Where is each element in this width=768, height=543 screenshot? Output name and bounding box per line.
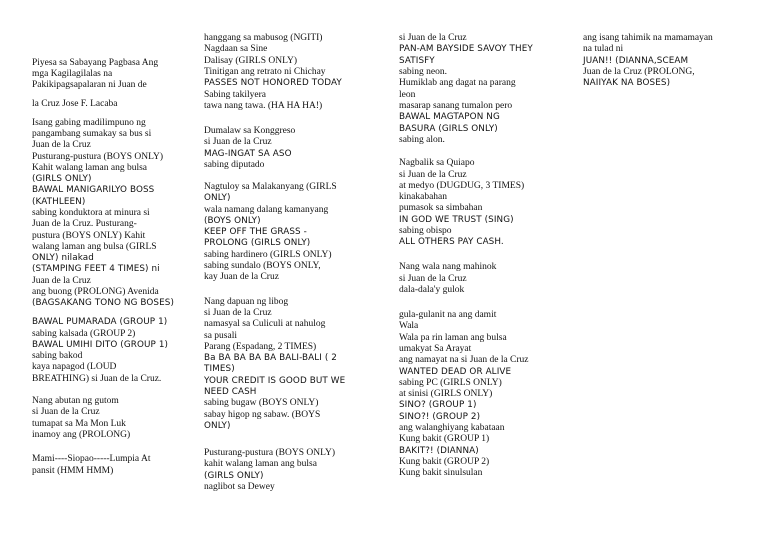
text-line: Mami----Siopao-----Lumpia At	[32, 454, 151, 464]
text-line: BASURA (GIRLS ONLY)	[399, 124, 498, 134]
text-line: leon	[399, 90, 416, 100]
text-line: Juan de la Cruz	[32, 140, 91, 150]
text-line: SATISFY	[399, 56, 435, 66]
text-line: JUAN!! (DIANNA,SCEAM	[583, 56, 689, 66]
text-line: sabing alon.	[399, 135, 445, 145]
text-line: pangambang sumakay sa bus si	[32, 129, 152, 139]
text-line: Juan de la Cruz	[32, 276, 91, 286]
text-line: Tinitigan ang retrato ni Chichay	[204, 67, 326, 77]
text-line: sa pusali	[204, 331, 237, 341]
text-line: ang namayat na si Juan de la Cruz	[399, 355, 529, 365]
text-line: ang buong (PROLONG) Avenida	[32, 287, 159, 297]
text-line: kay Juan de la Cruz	[204, 272, 279, 282]
text-line: sabing neon.	[399, 67, 448, 77]
text-line: BAWAL MAGTAPON NG	[399, 112, 500, 122]
text-line: Nang abutan ng gutom	[32, 396, 119, 406]
text-line: na tulad ni	[583, 44, 624, 54]
text-line: Pusturang-pustura (BOYS ONLY)	[204, 448, 335, 458]
text-line: SINO?! (GROUP 2)	[399, 412, 481, 422]
text-line: ONLY)	[204, 193, 231, 203]
text-line: inamoy ang (PROLONG)	[32, 430, 131, 440]
text-line: TIMES)	[204, 364, 235, 374]
text-line: masarap sanang tumalon pero	[399, 101, 513, 111]
text-line: mga Kagilagilalas na	[32, 69, 113, 79]
text-line: ONLY)	[204, 421, 231, 431]
text-line: Pakikipagsapalaran ni Juan de	[32, 80, 147, 90]
text-line: walang laman ang bulsa (GIRLS	[32, 242, 157, 252]
text-line: PASSES NOT HONORED TODAY	[204, 78, 342, 88]
text-line: sabing sundalo (BOYS ONLY,	[204, 261, 321, 271]
text-line: sabing konduktora at minura si	[32, 208, 150, 218]
text-line: Ba BA BA BA BA BALI-BALI ( 2	[204, 353, 337, 363]
text-line: IN GOD WE TRUST (SING)	[399, 215, 514, 225]
text-line: Kung bakit sinulsulan	[399, 468, 483, 478]
text-line: sabay higop ng sabaw. (BOYS	[204, 410, 321, 420]
text-line: Isang gabing madilimpuno ng	[32, 118, 146, 128]
text-line: Nang dapuan ng libog	[204, 297, 289, 307]
text-line: Nagdaan sa Sine	[204, 44, 268, 54]
text-line: NEED CASH	[204, 387, 257, 397]
text-line: pansit (HMM HMM)	[32, 466, 114, 476]
text-line: si Juan de la Cruz	[204, 137, 272, 147]
text-line: ALL OTHERS PAY CASH.	[399, 237, 504, 247]
text-line: BAWAL PUMARADA (GROUP 1)	[32, 317, 168, 327]
text-line: gula-gulanit na ang damit	[399, 310, 497, 320]
text-line: pumasok sa simbahan	[399, 203, 483, 213]
text-line: Juan de la Cruz. Pusturang-	[32, 219, 137, 229]
text-line: dala-dala'y gulok	[399, 285, 465, 295]
text-line: si Juan de la Cruz	[32, 407, 100, 417]
text-line: NAIIYAK NA BOSES)	[583, 78, 671, 88]
text-line: sabing hardinero (GIRLS ONLY)	[204, 250, 332, 260]
text-line: si Juan de la Cruz	[399, 33, 467, 43]
text-line: (STAMPING FEET 4 TIMES) ni	[32, 264, 160, 274]
text-line: Nagtuloy sa Malakanyang (GIRLS	[204, 182, 337, 192]
text-line: sabing bakod	[32, 351, 83, 361]
text-line: ONLY) nilakad	[32, 253, 94, 263]
text-line: Parang (Espadang, 2 TIMES)	[204, 342, 317, 352]
text-line: at sinisi (GIRLS ONLY)	[399, 389, 493, 399]
text-line: namasyal sa Culiculi at nahulog	[204, 319, 326, 329]
text-line: sabing PC (GIRLS ONLY)	[399, 378, 502, 388]
text-line: naglibot sa Dewey	[204, 482, 275, 492]
text-line: la Cruz Jose F. Lacaba	[32, 99, 118, 109]
text-line: si Juan de la Cruz	[399, 170, 467, 180]
text-line: Kung bakit (GROUP 2)	[399, 457, 490, 467]
text-line: at medyo (DUGDUG, 3 TIMES)	[399, 181, 525, 191]
text-line: SINO? (GROUP 1)	[399, 400, 477, 410]
text-line: Dalisay (GIRLS ONLY)	[204, 56, 297, 66]
text-line: kahit walang laman ang bulsa	[204, 459, 317, 469]
text-line: Nang wala nang mahinok	[399, 262, 497, 272]
text-line: BAWAL UMIHI DITO (GROUP 1)	[32, 340, 169, 350]
text-line: Humiklab ang dagat na parang	[399, 78, 516, 88]
text-line: (GIRLS ONLY)	[32, 174, 92, 184]
text-line: WANTED DEAD OR ALIVE	[399, 367, 512, 377]
text-line: Dumalaw sa Konggreso	[204, 126, 296, 136]
text-line: PROLONG (GIRLS ONLY)	[204, 238, 311, 248]
text-line: Wala pa rin laman ang bulsa	[399, 333, 507, 343]
text-line: Piyesa sa Sabayang Pagbasa Ang	[32, 58, 159, 68]
text-line: (KATHLEEN)	[32, 197, 86, 207]
text-line: KEEP OFF THE GRASS -	[204, 227, 307, 237]
text-line: (GIRLS ONLY)	[204, 471, 264, 481]
text-line: umakyat Sa Arayat	[399, 344, 472, 354]
text-line: Wala	[399, 321, 419, 331]
text-line: (BAGSAKANG TONO NG BOSES)	[32, 298, 174, 308]
text-line: sabing obispo	[399, 226, 452, 236]
text-line: ang walanghiyang kabataan	[399, 423, 505, 433]
text-line: tawa nang tawa. (HA HA HA!)	[204, 101, 323, 111]
text-line: wala namang dalang kamanyang	[204, 205, 329, 215]
text-line: hanggang sa mabusog (NGITI)	[204, 33, 323, 43]
text-line: Juan de la Cruz (PROLONG,	[583, 67, 695, 77]
text-line: tumapat sa Ma Mon Luk	[32, 419, 126, 429]
text-line: Kung bakit (GROUP 1)	[399, 434, 490, 444]
text-line: si Juan de la Cruz	[204, 308, 272, 318]
text-line: BAKIT?! (DIANNA)	[399, 446, 479, 456]
text-line: kaya napagod (LOUD	[32, 362, 117, 372]
text-line: ang isang tahimik na mamamayan	[583, 33, 713, 43]
text-line: sabing bugaw (BOYS ONLY)	[204, 398, 319, 408]
text-line: kinakabahan	[399, 192, 448, 202]
text-line: Pusturang-pustura (BOYS ONLY)	[32, 152, 163, 162]
text-line: sabing kalsada (GROUP 2)	[32, 329, 136, 339]
text-line: MAG-INGAT SA ASO	[204, 149, 292, 159]
text-line: PAN-AM BAYSIDE SAVOY THEY	[399, 44, 533, 54]
text-line: Kahit walang laman ang bulsa	[32, 163, 148, 173]
text-line: BREATHING) si Juan de la Cruz.	[32, 374, 162, 384]
text-line: sabing diputado	[204, 160, 265, 170]
text-line: Nagbalik sa Quiapo	[399, 158, 475, 168]
text-line: pustura (BOYS ONLY) Kahit	[32, 231, 146, 241]
text-line: si Juan de la Cruz	[399, 274, 467, 284]
text-line: BAWAL MANIGARILYO BOSS	[32, 185, 155, 195]
text-line: Sabing takilyera	[204, 90, 266, 100]
text-line: YOUR CREDIT IS GOOD BUT WE	[204, 376, 346, 386]
text-line: (BOYS ONLY)	[204, 216, 261, 226]
